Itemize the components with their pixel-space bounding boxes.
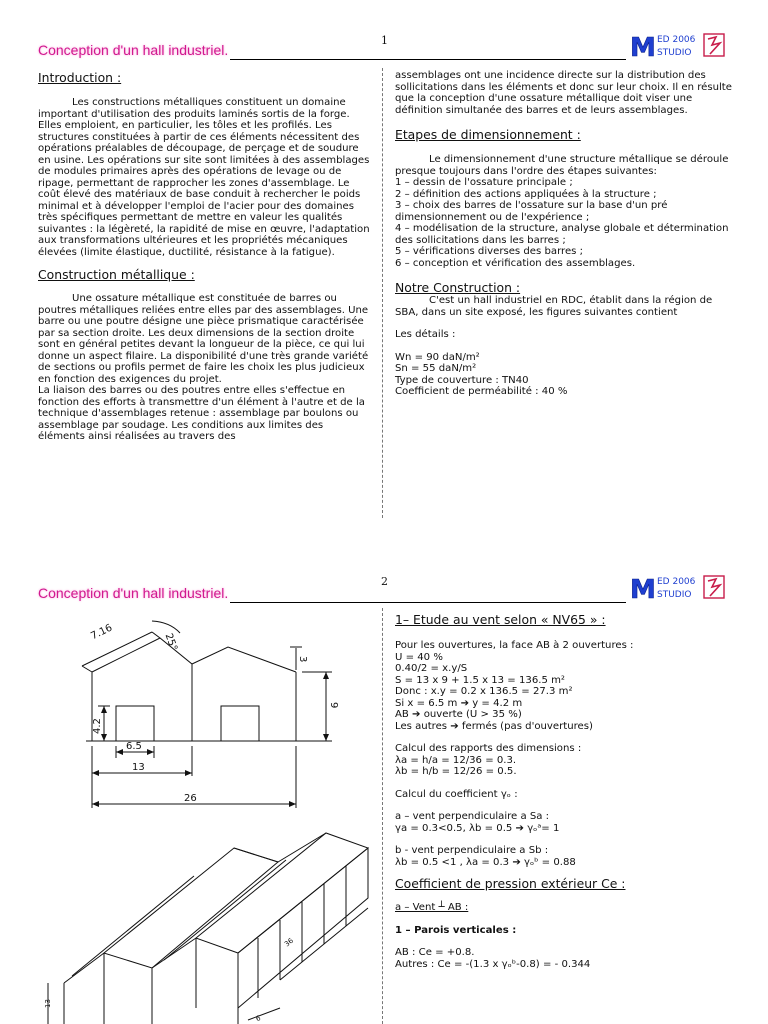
ce-ab-line: AB : Ce = +0.8. <box>395 947 475 958</box>
calc-line: γa = 0.3<0.5, λb = 0.5 ➔ γₒᵃ= 1 <box>395 822 560 834</box>
page-number-2: 2 <box>381 575 388 588</box>
calc-line: Calcul des rapports des dimensions : <box>395 743 582 754</box>
dim-25-deg: 25° <box>162 632 179 653</box>
etape-item: 6 – conception et vérification des assemblages. <box>395 257 636 269</box>
calc-line: b - vent perpendiculaire a Sb : <box>395 845 549 856</box>
header-rule-2 <box>230 602 626 603</box>
logo-letter: M <box>630 575 656 603</box>
dim-26: 26 <box>184 793 197 804</box>
studio-logo-1 <box>630 31 726 61</box>
detail-item: Sn = 55 daN/m² <box>395 363 477 374</box>
header-title-1: Conception d'un hall industriel. <box>38 42 229 58</box>
calc-line: Les autres ➔ fermés (pas d'ouvertures) <box>395 720 593 732</box>
construction-heading: Construction métallique : <box>38 267 195 282</box>
construction-paragraph-2: La liaison des barres ou des poutres entre elles s'effectue en fonction des efforts à transmettre d'un élément à l'autre et de la technique d'assemblages retenue : assemblage par boulons ou assemblage par soudage. Les conditions aux limites des éléments ainsi réalisées au travers des <box>38 385 365 442</box>
etape-item: 5 – vérifications diverses des barres ; <box>395 246 584 257</box>
dim-9: 9 <box>328 702 339 709</box>
dim-36: 36 <box>283 936 295 949</box>
dim-3: 3 <box>297 656 308 663</box>
detail-item: Type de couverture : TN40 <box>395 374 529 386</box>
logo-bottom-text: STUDIO <box>657 590 692 600</box>
vent-heading: 1– Etude au vent selon « NV65 » : <box>395 612 606 627</box>
header-rule-1 <box>230 59 626 60</box>
notre-construction-text: C'est un hall industriel en RDC, établit dans la région de SBA, dans un site exposé, les figures suivantes contient <box>395 295 713 318</box>
logo-top-text: ED 2006 <box>657 577 696 587</box>
calc-line: Donc : x.y = 0.2 x 136.5 = 27.3 m² <box>395 686 573 697</box>
dim-4-2: 4.2 <box>92 718 103 734</box>
calc-line: a – vent perpendiculaire a Sa : <box>395 811 550 822</box>
intro-paragraph: Les constructions métalliques constituent un domaine important d'utilisation des produits laminés sortis de la forge. Elles emploient, en particulier, les tôles et les profilés. Les structures constituées à partir de ces éléments nécessitent des opérations préalables de découpage, de perçage et de soudure en usine. Les opérations sur site sont limitées à des assemblages de modules primaires après des opérations de levage ou de ripage, permettant de rapprocher les zones d'assemblage. Le coût élevé des matériaux de base conduit à rechercher le poids minimal et à développer l'emploi de l'acier pour des domaines très spécifiques permettant de mettre en valeur les qualités suivantes : la légèreté, la rapidité de mise en œuvre, l'adaptation aux transformations ultérieures et les propriétés mécaniques élevées (limite élastique, ductilité, résistance à la fatigue). <box>38 97 370 258</box>
studio-logo-2 <box>630 573 726 603</box>
dim-13-vertical: 13 <box>44 999 52 1008</box>
column-divider-2 <box>382 608 383 1024</box>
page1-left-column <box>38 71 371 443</box>
etape-item: 2 – définition des actions appliquées à la structure ; <box>395 188 657 200</box>
calc-line: AB ➔ ouverte (U > 35 %) <box>395 709 522 720</box>
calc-line: λb = 0.5 <1 , λa = 0.3 ➔ γₒᵇ = 0.88 <box>395 856 576 868</box>
calc-line: Si x = 6.5 m ➔ y = 4.2 m <box>395 697 523 709</box>
dim-6: 6 <box>254 1014 262 1024</box>
gamma-label: Calcul du coefficient γₒ : <box>395 788 518 800</box>
ce-heading: Coefficient de pression extérieur Ce : <box>395 876 626 891</box>
ce-autres-line: Autres : Ce = -(1.3 x γₒᵇ-0.8) = - 0.344 <box>395 958 591 970</box>
notre-construction-heading: Notre Construction : <box>395 280 521 295</box>
etape-item: 1 – dessin de l'ossature principale ; <box>395 177 573 188</box>
calc-line: λb = h/b = 12/26 = 0.5. <box>395 766 517 777</box>
calc-line: 0.40/2 = x.y/S <box>395 663 468 674</box>
column-divider-1 <box>382 68 383 518</box>
calc-line: λa = h/a = 12/36 = 0.3. <box>395 754 517 766</box>
etape-item: 4 – modélisation de la structure, analyse globale et détermination des sollicitations dans les barres ; <box>395 223 729 246</box>
details-label: Les détails : <box>395 329 456 340</box>
calc-line: U = 40 % <box>395 651 443 663</box>
hall-technical-drawing <box>34 608 380 1024</box>
logo-top-text: ED 2006 <box>657 35 696 45</box>
continued-paragraph: assemblages ont une incidence directe sur la distribution des sollicitations dans les éléments et donc sur leur choix. Il en résulte que la conception d'une ossature métallique doit viser une définition simultanée des barres et de leurs assemblages. <box>395 70 732 116</box>
etapes-heading: Etapes de dimensionnement : <box>395 127 581 142</box>
dim-6-5: 6.5 <box>126 741 142 752</box>
logo-bottom-text: STUDIO <box>657 48 692 58</box>
parois-verticales-label: 1 – Parois verticales : <box>395 924 517 936</box>
dim-13: 13 <box>132 762 145 773</box>
page1-right-column <box>395 70 735 398</box>
page2-right-column <box>395 613 740 970</box>
intro-heading: Introduction : <box>38 70 122 85</box>
header-title-2: Conception d'un hall industriel. <box>38 585 229 601</box>
detail-item: Wn = 90 daN/m² <box>395 351 480 363</box>
calc-line: S = 13 x 9 + 1.5 x 13 = 136.5 m² <box>395 674 565 686</box>
vent-ab-label: a – Vent ┴ AB : <box>395 902 469 913</box>
logo-letter: M <box>630 33 656 61</box>
construction-paragraph-1: Une ossature métallique est constituée de barres ou poutres métalliques reliées entre elles par des assemblages. Une barre ou une poutre désigne une pièce prismatique caractérisée par sa section droite. Les deux dimensions de la section droite sont en général petites devant la longueur de la pièce, ce qui lui donne un aspect filaire. La disponibilité d'une très grande variété de sections ou profils permet de faire les choix les plus judicieux en fonction des exigences du projet. <box>38 293 369 385</box>
etapes-intro: Le dimensionnement d'une structure métallique se déroule presque toujours dans l'ordre des étapes suivantes: <box>395 154 729 177</box>
detail-item: Coefficient de perméabilité : 40 % <box>395 386 568 397</box>
dim-7-16: 7.16 <box>89 622 115 643</box>
etape-item: 3 – choix des barres de l'ossature sur la base d'un pré dimensionnement ou de l'expérience ; <box>395 200 668 223</box>
calc-line: Pour les ouvertures, la face AB à 2 ouvertures : <box>395 640 634 651</box>
page-number-1: 1 <box>381 34 388 47</box>
